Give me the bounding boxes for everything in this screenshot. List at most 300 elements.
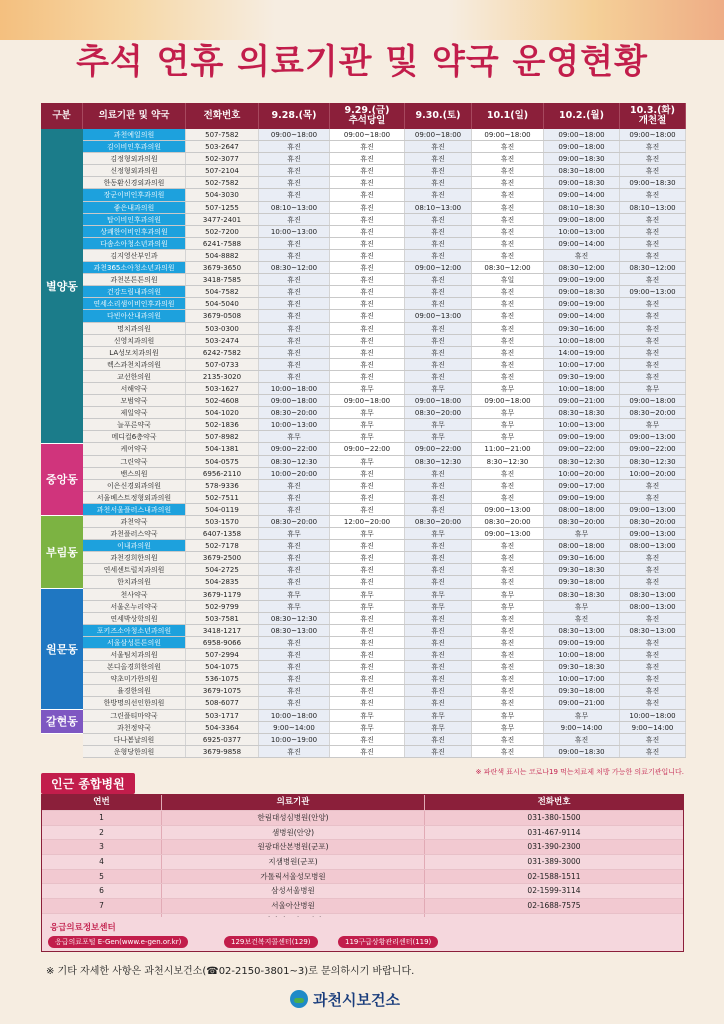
facility-name: 신정형외과의원: [83, 165, 186, 176]
hours-cell: 휴진: [472, 637, 544, 648]
hours-cell: 09:00~13:00: [620, 286, 686, 297]
hours-cell: 휴진: [405, 177, 472, 188]
hours-cell: 휴진: [405, 552, 472, 563]
hours-cell: 휴진: [405, 734, 472, 745]
hours-cell: 09:00~18:30: [544, 153, 620, 164]
hospital-name: 서울아산병원: [162, 899, 425, 913]
phone-number: 502-7178: [186, 540, 259, 551]
facility-name: 좋은내과의원: [83, 202, 186, 213]
hospital-name: 한림대성심병원(안양): [162, 811, 425, 825]
hours-cell: 10:00~13:00: [544, 419, 620, 430]
table-row: [83, 540, 686, 552]
facility-name: 과천서울플러스내과의원: [83, 504, 186, 515]
hospital-name: 가톨릭서울성모병원: [162, 870, 425, 884]
hospital-index: 1: [42, 811, 162, 825]
hours-cell: 08:30~13:00: [544, 625, 620, 636]
hours-cell: 휴진: [472, 613, 544, 624]
hours-cell: 휴무: [472, 431, 544, 442]
hours-cell: 휴진: [259, 214, 330, 225]
hours-cell: 09:00~18:00: [330, 395, 405, 406]
hours-cell: 휴진: [472, 359, 544, 370]
hours-cell: 10:00~17:00: [544, 673, 620, 684]
table-row: [83, 613, 686, 625]
hours-cell: 휴진: [259, 564, 330, 575]
hours-cell: 10:00~18:00: [259, 383, 330, 394]
hours-cell: 휴진: [259, 746, 330, 757]
facility-name: 한방명의선인한의원: [83, 697, 186, 708]
district-label: 중앙동: [41, 444, 83, 517]
hours-cell: 휴진: [405, 540, 472, 551]
hours-cell: 10:00~18:00: [544, 383, 620, 394]
table-row: [83, 637, 686, 649]
phone-number: 507-7582: [186, 129, 259, 140]
phone-number: 503-1717: [186, 710, 259, 721]
hours-cell: 휴무: [330, 456, 405, 467]
hours-cell: 휴진: [330, 335, 405, 346]
hours-cell: 09:00~18:00: [472, 395, 544, 406]
table-row: [83, 347, 686, 359]
header-cell: 9.30.(토): [405, 103, 472, 129]
hours-cell: 휴무: [259, 601, 330, 612]
hours-cell: 08:00~13:00: [620, 601, 686, 612]
hours-cell: 휴진: [330, 371, 405, 382]
hours-cell: 08:30~12:30: [259, 613, 330, 624]
hours-cell: 휴진: [405, 274, 472, 285]
hours-cell: 휴진: [620, 480, 686, 491]
hours-cell: 휴진: [405, 359, 472, 370]
phone-number: 504-5040: [186, 298, 259, 309]
hours-cell: 휴진: [259, 323, 330, 334]
facility-name: 메디컬6층약국: [83, 431, 186, 442]
hours-cell: 휴진: [330, 250, 405, 261]
hours-cell: 10:00~18:00: [620, 710, 686, 721]
facility-name: 연세소리샘이비인후과의원: [83, 298, 186, 309]
hours-cell: 휴무: [259, 528, 330, 539]
hospital-phone: 031-390-2300: [527, 842, 581, 852]
table-row: [83, 214, 686, 226]
phone-number: 508-6077: [186, 697, 259, 708]
hours-cell: 08:30~20:00: [620, 516, 686, 527]
table-row: [83, 710, 686, 722]
facility-name: 다솜소아청소년과의원: [83, 238, 186, 249]
hours-cell: 08:30~12:00: [472, 262, 544, 273]
facility-name: 이은신경외과의원: [83, 480, 186, 491]
hours-cell: 휴무: [405, 722, 472, 733]
hours-cell: 휴진: [620, 189, 686, 200]
hours-cell: 12:00~20:00: [330, 516, 405, 527]
hours-cell: 08:30~12:30: [620, 456, 686, 467]
hours-cell: 휴진: [330, 153, 405, 164]
hours-cell: 휴진: [330, 189, 405, 200]
hours-cell: 휴진: [259, 359, 330, 370]
hours-cell: 휴진: [472, 226, 544, 237]
table-row: [83, 576, 686, 588]
hours-cell: 09:00~21:00: [544, 697, 620, 708]
table-row: [83, 685, 686, 697]
hospital-row: [42, 825, 683, 840]
phone-number: 507-2994: [186, 649, 259, 660]
table-row: [83, 250, 686, 262]
header-cell: 구분: [41, 103, 83, 129]
hours-cell: 휴진: [330, 673, 405, 684]
hours-cell: 휴진: [405, 153, 472, 164]
facility-name: 탑이비인후과의원: [83, 214, 186, 225]
call-119-link[interactable]: 119구급상황관리센터(119): [338, 936, 438, 948]
hours-cell: 휴무: [330, 383, 405, 394]
hours-cell: 휴진: [330, 177, 405, 188]
hours-cell: 09:00~18:30: [620, 177, 686, 188]
hours-cell: 09:00~18:00: [405, 129, 472, 140]
hours-cell: 휴진: [259, 371, 330, 382]
hours-cell: 09:00~18:00: [259, 395, 330, 406]
district-column: [41, 129, 83, 758]
facility-name: 상쾌한이비인후과의원: [83, 226, 186, 237]
facility-name: 서울삼성튼튼의원: [83, 637, 186, 648]
table-row: [83, 456, 686, 468]
hours-cell: 08:30~13:00: [259, 625, 330, 636]
hours-cell: 10:00~13:00: [259, 226, 330, 237]
table-row: [83, 238, 686, 250]
hours-cell: 휴무: [405, 383, 472, 394]
hours-cell: 휴진: [620, 165, 686, 176]
phone-number: 6956-2110: [186, 468, 259, 479]
hours-cell: 휴진: [472, 177, 544, 188]
hospital-phone: 031-389-3000: [527, 857, 581, 867]
hours-cell: 휴진: [405, 746, 472, 757]
hours-cell: 08:10~18:30: [544, 202, 620, 213]
facility-name: LA성모치과의원: [83, 347, 186, 358]
phone-number: 6958-9066: [186, 637, 259, 648]
district-label: 원문동: [41, 589, 83, 710]
hours-cell: 휴진: [259, 141, 330, 152]
hours-cell: 08:30~12:00: [544, 262, 620, 273]
hours-cell: 휴무: [405, 601, 472, 612]
hours-cell: 휴진: [620, 685, 686, 696]
hours-cell: 08:10~13:00: [405, 202, 472, 213]
header-cell: 10.2.(월): [544, 103, 620, 129]
table-row: [83, 274, 686, 286]
table-row: [83, 323, 686, 335]
hours-cell: 09:30~19:00: [544, 371, 620, 382]
table-row: [83, 383, 686, 395]
hours-cell: 10:00~20:00: [544, 468, 620, 479]
hours-cell: 휴진: [620, 214, 686, 225]
hours-cell: 휴진: [472, 685, 544, 696]
hospital-phone: 02-1688-7575: [527, 901, 581, 911]
hours-cell: 09:00~18:30: [544, 286, 620, 297]
hours-cell: 휴진: [330, 347, 405, 358]
table-row: [83, 153, 686, 165]
hours-cell: 휴무: [472, 710, 544, 721]
hours-cell: 휴진: [259, 165, 330, 176]
hospital-phone: 02-1599-3114: [527, 886, 581, 896]
hours-cell: 8:30~12:30: [472, 456, 544, 467]
hours-cell: 휴진: [405, 189, 472, 200]
hours-cell: 09:00~18:00: [620, 395, 686, 406]
hours-cell: 09:00~18:30: [544, 746, 620, 757]
phone-number: 578-9336: [186, 480, 259, 491]
hours-cell: 휴진: [259, 153, 330, 164]
hours-cell: 08:30~12:30: [259, 456, 330, 467]
hours-cell: 08:30~20:00: [472, 516, 544, 527]
hours-cell: 휴진: [472, 564, 544, 575]
hours-cell: 휴무: [472, 419, 544, 430]
phone-number: 504-0575: [186, 456, 259, 467]
hours-cell: 휴진: [472, 323, 544, 334]
district-label: 별양동: [41, 129, 83, 444]
hours-cell: 휴진: [330, 202, 405, 213]
hospital-index: 3: [42, 840, 162, 854]
phone-number: 504-3030: [186, 189, 259, 200]
table-row: [83, 528, 686, 540]
phone-number: 3679-3650: [186, 262, 259, 273]
hours-cell: 09:00~22:00: [259, 443, 330, 454]
hours-cell: 휴진: [544, 250, 620, 261]
facility-name: 그린플티마약국: [83, 710, 186, 721]
table-row: [83, 141, 686, 153]
hours-cell: 휴진: [620, 492, 686, 503]
hours-cell: 휴진: [472, 371, 544, 382]
phone-number: 504-2725: [186, 564, 259, 575]
hours-cell: 09:00~19:00: [544, 431, 620, 442]
hours-cell: 휴무: [259, 589, 330, 600]
hours-cell: 휴진: [259, 673, 330, 684]
hours-cell: 휴진: [330, 226, 405, 237]
hours-cell: 09:00~22:00: [544, 443, 620, 454]
facility-name: 포키즈소아청소년과의원: [83, 625, 186, 636]
hospital-row: [42, 869, 683, 884]
hours-cell: 09:00~18:00: [544, 129, 620, 140]
hours-cell: 휴무: [472, 589, 544, 600]
hospital-row: [42, 854, 683, 869]
hospital-name: 삼성서울병원: [162, 884, 425, 898]
hours-cell: 09:00~17:00: [544, 480, 620, 491]
hours-cell: 휴진: [330, 649, 405, 660]
hours-cell: 08:30~18:00: [544, 165, 620, 176]
hours-cell: 09:00~13:00: [620, 528, 686, 539]
hours-cell: 휴진: [620, 335, 686, 346]
hours-cell: 08:30~20:00: [405, 407, 472, 418]
phone-number: 502-9799: [186, 601, 259, 612]
hours-cell: 휴진: [405, 323, 472, 334]
hours-cell: 휴진: [259, 286, 330, 297]
call-129-link[interactable]: 129보건복지콜센터(129): [224, 936, 318, 948]
hours-cell: 09:00~13:00: [472, 528, 544, 539]
table-rows: [83, 129, 686, 758]
table-row: [83, 335, 686, 347]
hours-cell: 08:00~18:00: [544, 540, 620, 551]
hours-cell: 휴진: [620, 661, 686, 672]
hours-cell: 휴진: [330, 576, 405, 587]
hours-cell: 휴진: [472, 165, 544, 176]
hours-cell: 휴진: [330, 504, 405, 515]
table-row: [83, 625, 686, 637]
hours-cell: 휴진: [330, 141, 405, 152]
phone-number: 3477-2401: [186, 214, 259, 225]
hours-cell: 휴무: [620, 419, 686, 430]
hours-cell: 휴진: [330, 492, 405, 503]
hours-cell: 휴진: [472, 625, 544, 636]
hours-cell: 09:00~18:30: [544, 177, 620, 188]
hours-cell: 휴진: [405, 286, 472, 297]
phone-number: 504-8882: [186, 250, 259, 261]
hours-cell: 09:00~21:00: [544, 395, 620, 406]
hours-cell: 휴무: [330, 601, 405, 612]
hours-cell: 10:00~18:00: [544, 335, 620, 346]
hours-cell: 휴진: [330, 359, 405, 370]
hours-cell: 휴진: [259, 298, 330, 309]
hours-cell: 09:00~19:00: [544, 274, 620, 285]
table-row: [83, 202, 686, 214]
hours-cell: 09:00~18:00: [330, 129, 405, 140]
hours-cell: 09:30~18:00: [544, 576, 620, 587]
hours-cell: 휴진: [620, 746, 686, 757]
hours-cell: 11:00~21:00: [472, 443, 544, 454]
table-row: [83, 552, 686, 564]
hours-cell: 09:00~18:00: [259, 129, 330, 140]
hours-cell: 09:00~22:00: [620, 443, 686, 454]
hours-cell: 10:00~17:00: [544, 359, 620, 370]
hours-cell: 휴진: [330, 286, 405, 297]
table-row: [83, 310, 686, 322]
table-row: [83, 649, 686, 661]
hours-cell: 휴진: [620, 564, 686, 575]
phone-number: 507-1255: [186, 202, 259, 213]
hours-cell: 휴무: [330, 407, 405, 418]
hours-cell: 휴무: [544, 710, 620, 721]
table-row: [83, 262, 686, 274]
hours-cell: 휴진: [259, 661, 330, 672]
hours-cell: 휴진: [620, 697, 686, 708]
hours-cell: 08:30~20:00: [259, 516, 330, 527]
hours-cell: 휴무: [405, 528, 472, 539]
hospitals-table: [41, 794, 684, 929]
hours-cell: 휴진: [405, 298, 472, 309]
hours-cell: 휴진: [620, 141, 686, 152]
egen-link[interactable]: 응급의료포털 E-Gen(www.e-gen.or.kr): [48, 936, 188, 948]
phone-number: 3679-1075: [186, 685, 259, 696]
phone-number: 503-7581: [186, 613, 259, 624]
phone-number: 6242-7582: [186, 347, 259, 358]
hours-cell: 휴진: [405, 613, 472, 624]
hours-cell: 휴진: [472, 552, 544, 563]
header-cell: 전화번호: [186, 103, 259, 129]
hours-cell: 휴무: [472, 383, 544, 394]
hospital-name: 원광대산본병원(군포): [162, 840, 425, 854]
hours-cell: 휴무: [259, 431, 330, 442]
phone-number: 507-8982: [186, 431, 259, 442]
table-row: [83, 697, 686, 709]
hours-cell: 08:00~13:00: [620, 540, 686, 551]
table-row: [83, 226, 686, 238]
hours-cell: 휴무: [330, 431, 405, 442]
hours-cell: 휴진: [472, 214, 544, 225]
hours-cell: 휴진: [620, 637, 686, 648]
phone-number: 504-0119: [186, 504, 259, 515]
facility-name: 연세박상학의원: [83, 613, 186, 624]
phone-number: 502-7200: [186, 226, 259, 237]
hours-cell: 휴진: [405, 480, 472, 491]
table-row: [83, 419, 686, 431]
table-row: [83, 601, 686, 613]
hours-cell: 휴진: [620, 250, 686, 261]
hospitals-header: [42, 795, 683, 810]
facility-name: 약초미가한의원: [83, 673, 186, 684]
hours-cell: 09:30~16:00: [544, 552, 620, 563]
hours-cell: 휴진: [330, 625, 405, 636]
hours-cell: 휴진: [472, 468, 544, 479]
page-title: 추석 연휴 의료기관 및 약국 운영현황: [76, 42, 648, 82]
table-row: [83, 177, 686, 189]
hours-cell: 휴진: [472, 238, 544, 249]
hours-cell: 14:00~19:00: [544, 347, 620, 358]
emergency-box: [41, 917, 684, 952]
table-row: [83, 165, 686, 177]
facility-name: 케어약국: [83, 443, 186, 454]
hours-cell: 휴무: [330, 419, 405, 430]
facility-name: 운형당한의원: [83, 746, 186, 757]
hours-cell: 휴진: [620, 298, 686, 309]
facility-name: 서울팀치과의원: [83, 649, 186, 660]
phone-number: 6241-7588: [186, 238, 259, 249]
hospital-row: [42, 839, 683, 854]
table-row: [83, 468, 686, 480]
hours-cell: 휴진: [330, 238, 405, 249]
facility-name: 본디올경희한의원: [83, 661, 186, 672]
district-label: 갈현동: [41, 710, 83, 734]
facility-name: 과천365소아청소년과의원: [83, 262, 186, 273]
hours-cell: 휴진: [330, 480, 405, 491]
hours-cell: 휴진: [472, 286, 544, 297]
table-row: [83, 443, 686, 455]
table-row: [83, 359, 686, 371]
table-row: [83, 673, 686, 685]
hours-cell: 휴진: [472, 250, 544, 261]
hours-cell: 휴무: [472, 722, 544, 733]
hours-cell: 휴진: [405, 335, 472, 346]
hours-cell: 휴진: [259, 649, 330, 660]
hours-cell: 08:30~20:00: [544, 516, 620, 527]
hospital-index: 5: [42, 870, 162, 884]
footnote: ※ 기타 자세한 사항은 과천시보건소(☎02-2150-3801~3)로 문의하시기 바랍니다.: [46, 966, 415, 977]
hours-cell: 휴진: [472, 540, 544, 551]
facility-name: 교선한의원: [83, 371, 186, 382]
hours-cell: 휴진: [405, 371, 472, 382]
hours-cell: 휴진: [330, 564, 405, 575]
hours-cell: 휴진: [620, 347, 686, 358]
header-cell: 전화번호: [537, 797, 571, 807]
facility-name: 과천정약국: [83, 722, 186, 733]
hours-cell: 휴진: [405, 468, 472, 479]
hours-cell: 휴진: [405, 564, 472, 575]
hours-cell: 휴진: [405, 214, 472, 225]
table-row: [83, 516, 686, 528]
phone-number: 6925-0377: [186, 734, 259, 745]
table-row: [83, 734, 686, 746]
hospital-row: [42, 810, 683, 825]
hours-cell: 08:30~12:00: [620, 262, 686, 273]
header-cell: 9.29.(금) 추석당일: [330, 103, 405, 129]
health-center-logo: [290, 987, 400, 1011]
hospital-name: 지샘병원(군포): [162, 855, 425, 869]
table-row: [83, 407, 686, 419]
hours-cell: 휴진: [472, 141, 544, 152]
hours-cell: 09:00~19:00: [544, 492, 620, 503]
table-row: [83, 746, 686, 758]
hours-cell: 휴진: [330, 298, 405, 309]
facility-name: 과천본튼튼의원: [83, 274, 186, 285]
phone-number: 6407-1358: [186, 528, 259, 539]
